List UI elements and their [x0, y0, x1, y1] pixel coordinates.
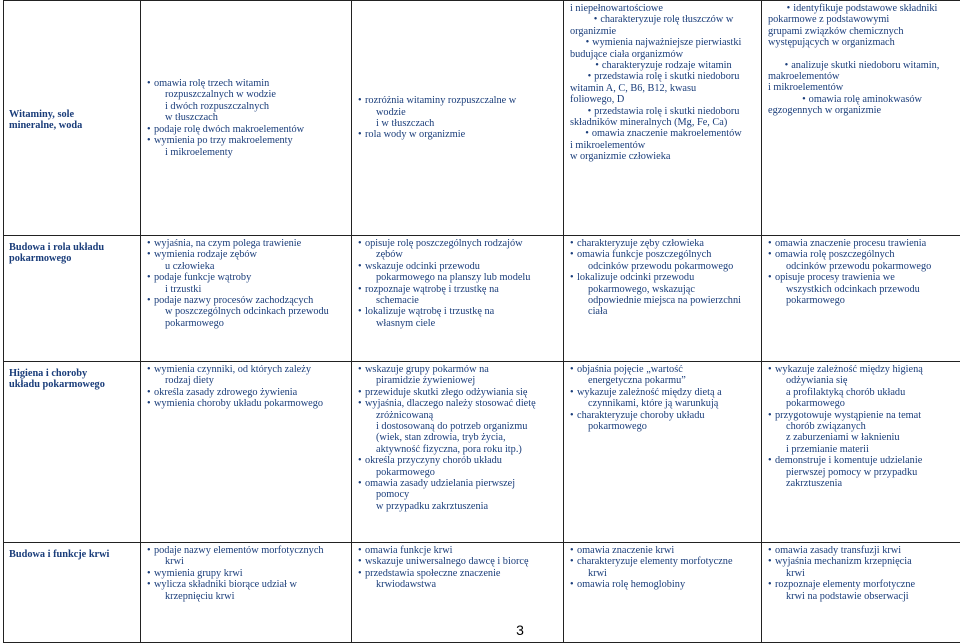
requirement-item: • wymienia rodzaje zębów — [147, 249, 347, 260]
requirement-item: odcinków przewodu pokarmowego — [570, 261, 757, 272]
requirement-cell-c3 — [564, 236, 762, 362]
requirement-item: foliowego, D — [570, 94, 757, 105]
requirement-item: • omawia funkcje krwi — [358, 545, 559, 556]
spacer — [768, 49, 956, 60]
requirement-item: • przedstawia rolę i skutki niedoboru — [570, 71, 757, 82]
requirement-item: • wyjaśnia, dlaczego należy stosować dietę — [358, 398, 559, 409]
requirement-item: wodzie — [358, 107, 559, 118]
requirement-item: witamin A, C, B6, B12, kwasu — [570, 83, 757, 94]
topic-cell — [4, 236, 141, 362]
requirement-item: grupami związków chemicznych — [768, 26, 956, 37]
requirement-item: • wymienia choroby układu pokarmowego — [147, 398, 347, 409]
requirement-item: w przypadku zakrztuszenia — [358, 501, 559, 512]
requirement-item: rodzaj diety — [147, 375, 347, 386]
requirement-item: pokarmowe z podstawowymi — [768, 14, 956, 25]
requirement-item: pomocy — [358, 489, 559, 500]
requirement-item: z zaburzeniami w łaknieniu — [768, 432, 956, 443]
requirement-item: • wskazuje grupy pokarmów na — [358, 364, 559, 375]
requirement-item: • charakteryzuje choroby układu — [570, 410, 757, 421]
requirement-item: • podaje nazwy procesów zachodzących — [147, 295, 347, 306]
requirements-table — [3, 0, 960, 643]
requirement-cell-c4 — [762, 362, 960, 543]
requirement-item: aktywność fizyczna, pora roku itp.) — [358, 444, 559, 455]
requirement-item: krwi na podstawie obserwacji — [768, 591, 956, 602]
requirement-item: • przedstawia społeczne znaczenie — [358, 568, 559, 579]
requirement-list — [570, 364, 757, 432]
requirement-item: • rozpoznaje wątrobę i trzustkę na — [358, 284, 559, 295]
requirement-item: • analizuje skutki niedoboru witamin, — [768, 60, 956, 71]
requirement-item: i dostosowaną do potrzeb organizmu — [358, 421, 559, 432]
requirement-item: • wylicza składniki biorące udział w — [147, 579, 347, 590]
requirement-item: i przemianie materii — [768, 444, 956, 455]
requirement-item: zakrztuszenia — [768, 478, 956, 489]
requirement-cell-c4 — [762, 236, 960, 362]
requirement-item: krwiodawstwa — [358, 579, 559, 590]
requirement-item: ciała — [570, 306, 757, 317]
requirement-item: • charakteryzuje zęby człowieka — [570, 238, 757, 249]
requirement-item: krwi — [147, 556, 347, 567]
requirement-item: krwi — [570, 568, 757, 579]
requirement-item: organizmie — [570, 26, 757, 37]
requirement-list — [570, 3, 757, 163]
requirement-item: • charakteryzuje rolę tłuszczów w — [570, 14, 757, 25]
requirement-item: • objaśnia pojęcie „wartość — [570, 364, 757, 375]
requirement-item: pokarmowego, wskazując — [570, 284, 757, 295]
requirement-item: • rola wody w organizmie — [358, 129, 559, 140]
requirement-item: występujących w organizmach — [768, 37, 956, 48]
requirement-item: odpowiednie miejsca na powierzchni — [570, 295, 757, 306]
topic-line: Budowa i funkcje krwi — [9, 549, 136, 560]
requirement-item: rozpuszczalnych w wodzie — [147, 89, 347, 100]
requirement-cell-c3 — [564, 1, 762, 236]
requirement-item: • wskazuje odcinki przewodu — [358, 261, 559, 272]
requirement-item: • omawia rolę trzech witamin — [147, 78, 347, 89]
requirement-item: piramidzie żywieniowej — [358, 375, 559, 386]
requirement-item: i trzustki — [147, 284, 347, 295]
requirement-item: • określa zasady zdrowego żywienia — [147, 387, 347, 398]
requirement-item: krzepnięciu krwi — [147, 591, 347, 602]
requirement-item: w poszczególnych odcinkach przewodu — [147, 306, 347, 317]
requirement-list — [570, 545, 757, 591]
requirement-item: pokarmowego — [768, 295, 956, 306]
requirement-item: • rozpoznaje elementy morfotyczne — [768, 579, 956, 590]
requirement-list — [570, 238, 757, 318]
requirement-item: odcinków przewodu pokarmowego — [768, 261, 956, 272]
requirement-item: czynnikami, które ją warunkują — [570, 398, 757, 409]
requirement-item: • podaje rolę dwóch makroelementów — [147, 124, 347, 135]
requirement-item: krwi — [768, 568, 956, 579]
requirement-list — [768, 3, 956, 117]
requirement-item: • opisuje rolę poszczególnych rodzajów — [358, 238, 559, 249]
requirement-item: u człowieka — [147, 261, 347, 272]
requirement-list — [147, 364, 347, 410]
requirement-item: zróżnicowaną — [358, 410, 559, 421]
requirement-list — [358, 545, 559, 591]
requirement-list — [768, 545, 956, 602]
requirement-item: • charakteryzuje rodzaje witamin — [570, 60, 757, 71]
table-row — [4, 1, 960, 236]
requirement-item: • lokalizuje odcinki przewodu — [570, 272, 757, 283]
requirement-list — [358, 364, 559, 512]
requirement-item: składników mineralnych (Mg, Fe, Ca) — [570, 117, 757, 128]
requirement-cell-c2 — [352, 543, 564, 643]
table-row — [4, 236, 960, 362]
requirement-list — [147, 238, 347, 329]
requirement-list — [768, 238, 956, 306]
requirement-item: • wyjaśnia mechanizm krzepnięcia — [768, 556, 956, 567]
requirement-item: pokarmowego — [570, 421, 757, 432]
requirement-item: • identyfikuje podstawowe składniki — [768, 3, 956, 14]
requirement-item: • charakteryzuje elementy morfotyczne — [570, 556, 757, 567]
requirement-item: pokarmowego — [358, 467, 559, 478]
requirement-item: budujące ciała organizmów — [570, 49, 757, 60]
requirement-item: • omawia funkcje poszczególnych — [570, 249, 757, 260]
topic-line: pokarmowego — [9, 253, 136, 264]
requirement-list — [147, 545, 347, 602]
requirement-item: • wskazuje uniwersalnego dawcę i biorcę — [358, 556, 559, 567]
requirement-item: • wymienia czynniki, od których zależy — [147, 364, 347, 375]
topic-cell — [4, 362, 141, 543]
requirement-item: makroelementów — [768, 71, 956, 82]
requirement-cell-c4 — [762, 543, 960, 643]
requirement-item: chorób związanych — [768, 421, 956, 432]
requirement-item: • demonstruje i komentuje udzielanie — [768, 455, 956, 466]
requirement-item: pokarmowego na planszy lub modelu — [358, 272, 559, 283]
requirement-item: • wykazuje zależność między dietą a — [570, 387, 757, 398]
table-row — [4, 543, 960, 643]
requirement-list — [358, 238, 559, 329]
requirement-item: i mikroelementów — [768, 82, 956, 93]
requirement-item: zębów — [358, 249, 559, 260]
requirement-item: • omawia rolę aminokwasów — [768, 94, 956, 105]
requirement-item: • wymienia najważniejsze pierwiastki — [570, 37, 757, 48]
table-row — [4, 362, 960, 543]
requirement-item: energetyczna pokarmu” — [570, 375, 757, 386]
requirement-item: • wymienia grupy krwi — [147, 568, 347, 579]
topic-line: Witaminy, sole — [9, 109, 136, 120]
topic-line: układu pokarmowego — [9, 379, 136, 390]
requirement-item: i mikroelementów — [570, 140, 757, 151]
requirement-item: i dwóch rozpuszczalnych — [147, 101, 347, 112]
requirement-cell-c1 — [141, 236, 352, 362]
requirement-item: pierwszej pomocy w przypadku — [768, 467, 956, 478]
requirement-item: • wyjaśnia, na czym polega trawienie — [147, 238, 347, 249]
topic-cell — [4, 1, 141, 236]
requirement-item: • przedstawia rolę i skutki niedoboru — [570, 106, 757, 117]
topic-line: mineralne, woda — [9, 120, 136, 131]
requirement-item: • wymienia po trzy makroelementy — [147, 135, 347, 146]
requirement-cell-c2 — [352, 1, 564, 236]
topic-line: Higiena i choroby — [9, 368, 136, 379]
requirement-item: • przygotowuje wystąpienie na temat — [768, 410, 956, 421]
requirement-item: w tłuszczach — [147, 112, 347, 123]
topic-line: Budowa i rola układu — [9, 242, 136, 253]
requirement-item: (wiek, stan zdrowia, tryb życia, — [358, 432, 559, 443]
requirement-item: • omawia znaczenie krwi — [570, 545, 757, 556]
requirement-item: a profilaktyką chorób układu — [768, 387, 956, 398]
requirement-item: • podaje funkcje wątroby — [147, 272, 347, 283]
requirement-list — [147, 78, 347, 158]
requirement-cell-c2 — [352, 362, 564, 543]
requirement-item: i mikroelementy — [147, 147, 347, 158]
requirement-item: pokarmowego — [147, 318, 347, 329]
requirement-item: egzogennych w organizmie — [768, 105, 956, 116]
topic-cell — [4, 543, 141, 643]
requirement-cell-c1 — [141, 1, 352, 236]
requirement-item: • określa przyczyny chorób układu — [358, 455, 559, 466]
page-number: 3 — [510, 622, 530, 638]
requirement-item: pokarmowego — [768, 398, 956, 409]
requirement-item: schemacie — [358, 295, 559, 306]
requirement-cell-c2 — [352, 236, 564, 362]
requirement-item: • podaje nazwy elementów morfotycznych — [147, 545, 347, 556]
requirement-item: i w tłuszczach — [358, 118, 559, 129]
requirement-item: • omawia zasady udzielania pierwszej — [358, 478, 559, 489]
requirement-item: • omawia rolę hemoglobiny — [570, 579, 757, 590]
requirement-cell-c4 — [762, 1, 960, 236]
requirement-item: • omawia zasady transfuzji krwi — [768, 545, 956, 556]
requirement-list — [358, 95, 559, 141]
requirement-item: • przewiduje skutki złego odżywiania się — [358, 387, 559, 398]
requirement-item: własnym ciele — [358, 318, 559, 329]
requirement-item: • wykazuje zależność między higieną — [768, 364, 956, 375]
requirement-item: • rozróżnia witaminy rozpuszczalne w — [358, 95, 559, 106]
requirement-item: • omawia znaczenie procesu trawienia — [768, 238, 956, 249]
requirement-item: • lokalizuje wątrobę i trzustkę na — [358, 306, 559, 317]
requirement-list — [768, 364, 956, 489]
requirement-item: odżywiania się — [768, 375, 956, 386]
requirement-item: • opisuje procesy trawienia we — [768, 272, 956, 283]
requirement-cell-c1 — [141, 543, 352, 643]
requirement-item: • omawia rolę poszczególnych — [768, 249, 956, 260]
requirement-item: wszystkich odcinkach przewodu — [768, 284, 956, 295]
requirement-item: w organizmie człowieka — [570, 151, 757, 162]
requirement-cell-c1 — [141, 362, 352, 543]
requirement-cell-c3 — [564, 362, 762, 543]
requirement-item: • omawia znaczenie makroelementów — [570, 128, 757, 139]
requirement-cell-c3 — [564, 543, 762, 643]
requirement-item: i niepełnowartościowe — [570, 3, 757, 14]
